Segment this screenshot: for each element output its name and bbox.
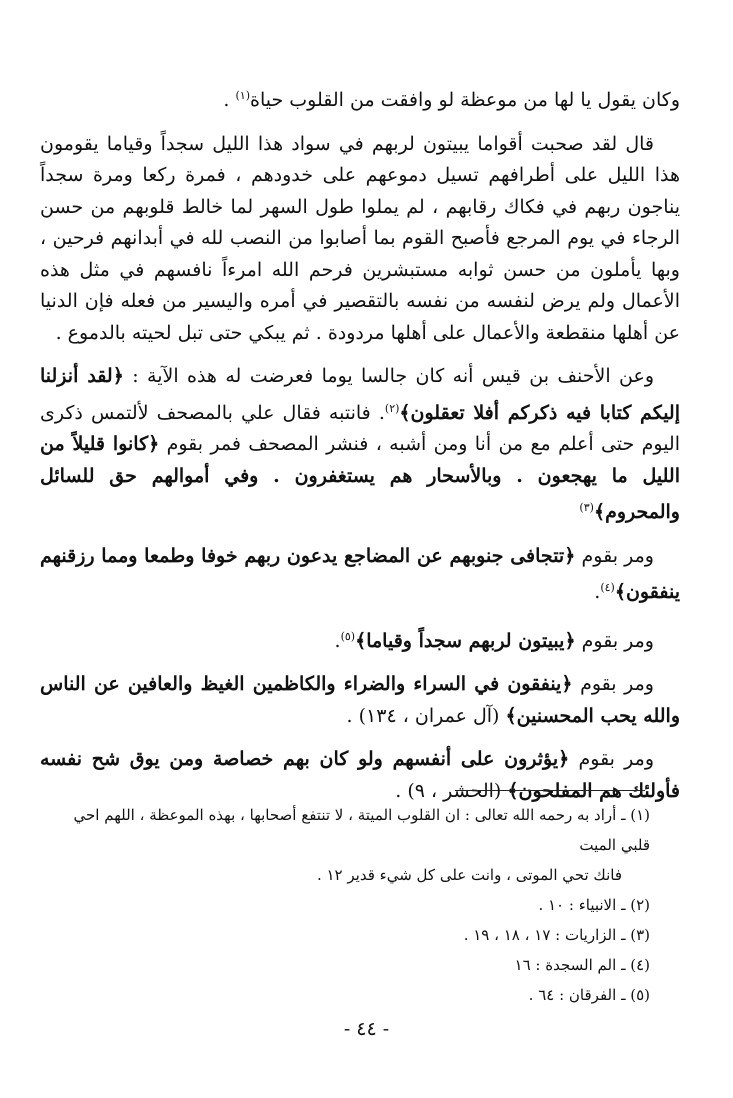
main-text xyxy=(40,80,680,819)
paragraph-4: ومر بقوم ﴿تتجافى جنوبهم عن المضاجع يدعون ربهم خوفا وطمعا ومما رزقنهم ينفقون﴾$^{(٤)}$. xyxy=(40,544,680,603)
paragraph-7: ومر بقوم ﴿يؤثرون على أنفسهم ولو كان بهم خصاصة ومن يوق شح نفسه فأولئك هم المفلحون﴾ (الحشر ، ٩) . xyxy=(40,748,680,802)
footnote-2: (٢) ـ الانبياء : ١٠ . xyxy=(538,896,650,914)
footnote-3: (٣) ـ الزاريات : ١٧ ، ١٨ ، ١٩ . xyxy=(463,926,650,944)
paragraph-6: ومر بقوم ﴿ينفقون في السراء والضراء والكاظمين الغيظ والعافين عن الناس والله يحب المحسنين﴾ (آل عمران ، ١٣٤) . xyxy=(40,673,680,727)
quran-verse: ﴿يؤثرون على أنفسهم ولو كان بهم خصاصة ومن يوق شح نفسه فأولئك هم المفلحون﴾ xyxy=(40,748,680,802)
quran-verse: ﴿كانوا قليلاً من الليل ما يهجعون . وبالأسحار هم يستغفرون . وفي أموالهم حق للسائل والمحروم﴾ xyxy=(40,433,680,523)
page-number: - ٤٤ - xyxy=(343,1018,390,1040)
quran-verse: ﴿لقد أنزلنا إليكم كتابا فيه ذكركم أفلا تعقلون﴾ xyxy=(40,365,680,424)
paragraph-2: قال لقد صحبت أقواما يبيتون لربهم في سواد هذا الليل سجداً وقياما يقومون هذا الليل على أطرافهم تسيل دموعهم على خدودهم ، فمرة ركعا ومرة سجداً يناجون ربهم في فكاك رقابهم ، لم يملوا طول السهر لما خالط قلوبهم من حسن الرجاء في يوم المرجع فأصبح القوم بما أصابوا من النصب لله في أبدانهم فرحين ، وبها يأملون من حسن ثوابه مستبشرين فرحم الله امرءاً نافسهم في مثل هذه الأعمال ولم يرض لنفسه من نفسه بالتقصير في أمره واليسير من فعله فإن الدنيا عن أهلها منقطعة والأعمال على أهلها مردودة . ثم يبكي حتى تبل لحيته بالدموع . xyxy=(40,132,680,344)
quran-verse: ﴿ينفقون في السراء والضراء والكاظمين الغيظ والعافين عن الناس والله يحب المحسنين﴾ xyxy=(40,673,680,727)
quran-verse: ﴿يبيتون لربهم سجداً وقياما﴾ xyxy=(355,629,576,652)
footnote-4: (٤) ـ الم السجدة : ١٦ xyxy=(514,956,650,974)
quran-verse: ﴿تتجافى جنوبهم عن المضاجع يدعون ربهم خوفا وطمعا ومما رزقنهم ينفقون﴾ xyxy=(40,544,680,603)
footnote-1: (١) ـ أراد به رحمه الله تعالى : ان القلوب الميتة ، لا تنتفع أصحابها ، بهذه الموعظة ، اللهم احي قلبي الميت xyxy=(73,806,650,854)
footnotes xyxy=(50,800,650,1010)
footnote-1-continuation: فانك تحي الموتى ، وانت على كل شيء قدير ١٢ . xyxy=(316,866,622,884)
paragraph-5: ومر بقوم ﴿يبيتون لربهم سجداً وقياما﴾$^{(٥)}$. xyxy=(334,629,654,652)
footnote-5: (٥) ـ الفرقان : ٦٤ . xyxy=(528,986,650,1004)
footnote-divider xyxy=(455,790,645,791)
paragraph-1: وكان يقول يا لها من موعظة لو وافقت من القلوب حياة$^{(١)}$ . xyxy=(223,89,680,111)
paragraph-3: وعن الأحنف بن قيس أنه كان جالسا يوما فعرضت له هذه الآية : ﴿لقد أنزلنا إليكم كتابا فيه ذكركم أفلا تعقلون﴾$^{(٢)}$. فانتبه فقال علي بالمصحف لألتمس ذكرى اليوم حتى أعلم مع من أنا ومن أشبه ، فنشر المصحف فمر بقوم ﴿كانوا قليلاً من الليل ما يهجعون . وبالأسحار هم يستغفرون . وفي أموالهم حق للسائل والمحروم﴾$^{(٣)}$ xyxy=(40,365,680,523)
